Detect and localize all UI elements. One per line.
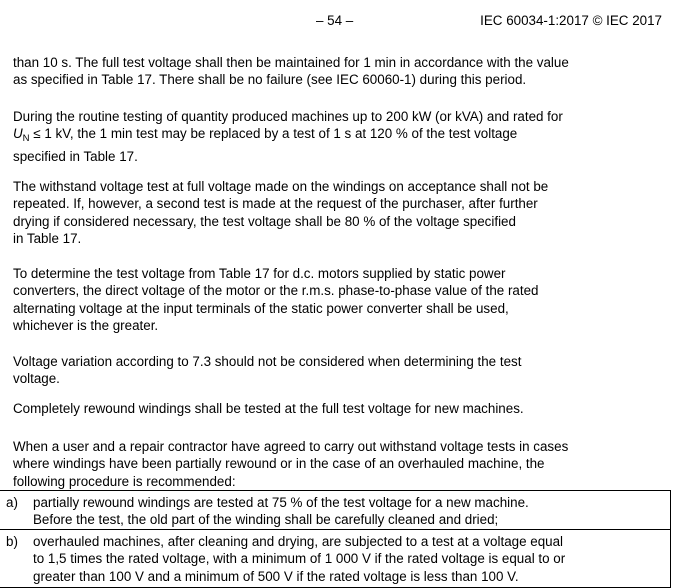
text-line: During the routine testing of quantity produced machines up to 200 kW (or kVA) and rated for [13,109,563,124]
text-line: Completely rewound windings shall be tested at the full test voltage for new machines. [13,401,524,416]
paragraph-repair-procedure [13,438,661,490]
text-line: alternating voltage at the input terminals of the static power converter shall be used, [13,300,509,316]
rated-voltage-symbol: U [13,126,23,142]
list-divider [0,529,670,530]
text-line: The withstand voltage test at full voltage made on the windings on acceptance shall not be [13,179,549,194]
text-line: voltage. [13,371,60,387]
list-marker: b) [6,534,18,549]
text-line: than 10 s. The full test voltage shall then be maintained for 1 min in accordance with the value [13,55,569,70]
list-marker: a) [6,495,18,510]
text-line: where windings have been partially rewound or in the case of an overhauled machine, the [13,456,545,472]
text-line: To determine the test voltage from Table 17 for d.c. motors supplied by static power [13,266,506,281]
text-line: to 1,5 times the rated voltage, with a minimum of 1 000 V if the rated voltage is equal to or [33,551,566,567]
text-line: Before the test, the old part of the winding shall be carefully cleaned and dried; [33,512,499,528]
paragraph-voltage-variation [13,353,661,388]
text-line: drying if considered necessary, the test voltage shall be 80 % of the voltage specified [13,213,516,229]
rated-voltage-subscript: N [22,133,30,145]
paragraph-test-duration [13,54,661,89]
text-line: converters, the direct voltage of the motor or the r.m.s. phase-to-phase value of the rated [13,283,539,299]
text-fragment: ≤ 1 kV, the 1 min test may be replaced by a test of 1 s at 120 % of the test voltage [29,126,518,142]
page-header [0,12,680,32]
text-line: specified in Table 17. [13,148,138,164]
document-id: IEC 60034-1:2017 © IEC 2017 [480,13,662,28]
text-line: overhauled machines, after cleaning and drying, are subjected to a test at a voltage equal [33,534,564,549]
list-item-text [33,494,656,529]
text-line: following procedure is recommended: [13,473,236,489]
paragraph-withstand-repeat [13,178,661,247]
page-number: – 54 – [316,13,354,28]
text-line: Voltage variation according to 7.3 should not be considered when determining the test [13,354,522,369]
text-line: whichever is the greater. [13,317,159,333]
text-line: greater than 100 V and a minimum of 500 V if the rated voltage is less than 100 V. [33,568,519,584]
paragraph-rewound-windings [13,400,661,417]
text-line: When a user and a repair contractor have agreed to carry out withstand voltage tests in cases [13,439,569,454]
text-line [13,125,661,147]
text-line: as specified in Table 17. There shall be no failure (see IEC 60060-1) during this period. [13,72,527,88]
text-line: in Table 17. [13,230,82,246]
paragraph-routine-testing [13,108,661,165]
list-item-text [33,533,656,585]
text-line: repeated. If, however, a second test is made at the request of the purchaser, after further [13,196,538,212]
paragraph-dc-motors [13,265,661,334]
text-line: partially rewound windings are tested at 75 % of the test voltage for a new machine. [33,495,529,510]
